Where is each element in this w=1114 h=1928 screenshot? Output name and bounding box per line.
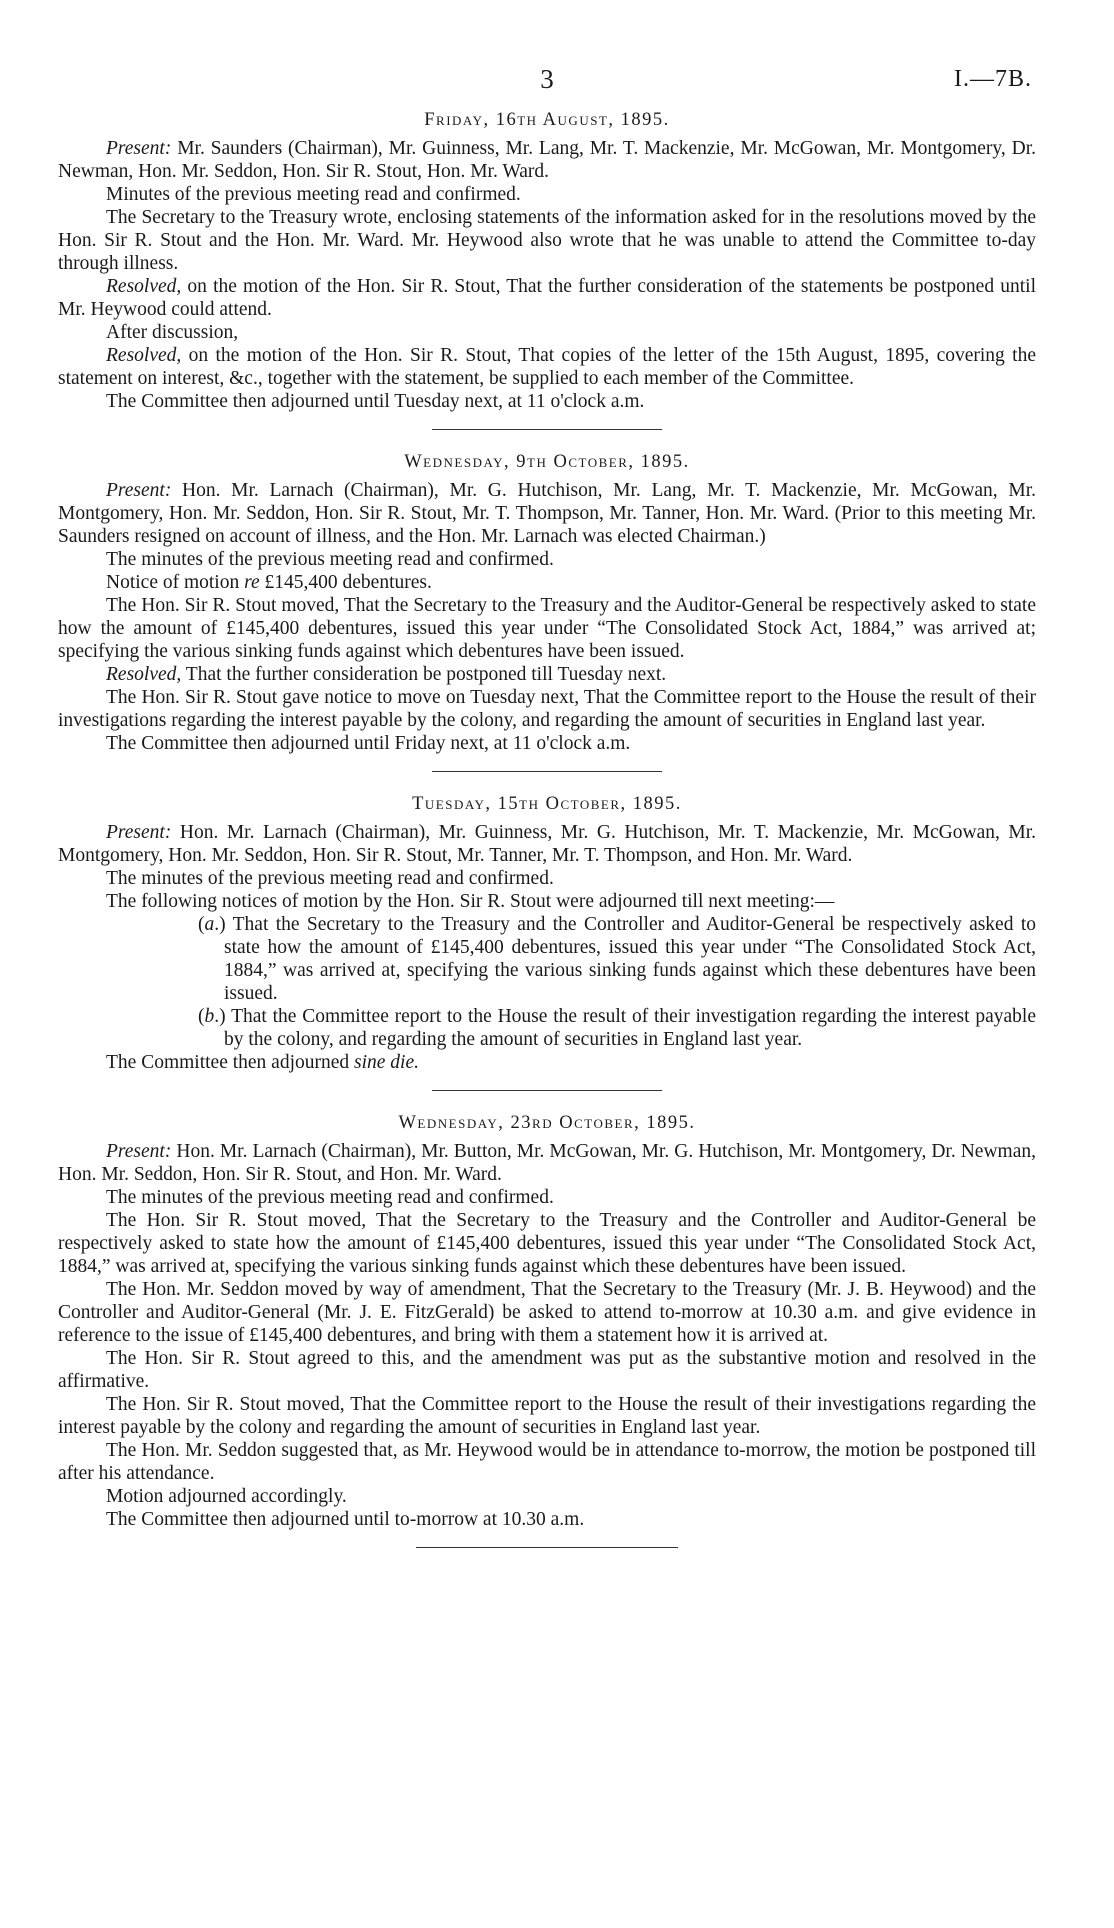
item-marker-letter: b — [204, 1006, 215, 1027]
adjourned-paragraph: The Committee then adjourned until Tuesday next, at 11 o'clock a.m. — [106, 391, 645, 412]
paragraph: After discussion, — [106, 322, 239, 343]
meeting-section-1 — [58, 110, 1036, 413]
paragraph: The Hon. Mr. Seddon moved by way of amendment, That the Secretary to the Treasury (Mr. J. B. Heywood) and the Controller and Auditor-General (Mr. J. E. FitzGerald) be asked to attend to-morrow at 10.30 a.m. and give evidence in reference to the issue of £145,400 debentures, and bring with them a statement how it is arrived at. — [58, 1279, 1036, 1346]
resolved-label: Resolved, — [106, 276, 182, 297]
resolved-text: on the motion of the Hon. Sir R. Stout, That copies of the letter of the 15th August, 1895, covering the statement on interest, &c., together with the statement, be supplied to each member of the Committee. — [58, 345, 1036, 389]
paragraph: The Hon. Sir R. Stout gave notice to move on Tuesday next, That the Committee report to the House the result of their investigations regarding the interest payable by the colony, and regarding the amount of securities in England last year. — [58, 687, 1036, 731]
item-text: That the Committee report to the House the result of their investigation regarding the interest payable by the colony, and regarding the amount of securities in England last year. — [224, 1006, 1036, 1050]
paragraph: The Secretary to the Treasury wrote, enclosing statements of the information asked for in the resolutions moved by the Hon. Sir R. Stout and the Hon. Mr. Ward. Mr. Heywood also wrote that he was unable to attend the Committee to-day through illness. — [58, 207, 1036, 274]
item-marker-close: .) — [214, 914, 226, 935]
paragraph: The Hon. Sir R. Stout moved, That the Secretary to the Treasury and the Auditor-General be respectively asked to state how the amount of £145,400 debentures, issued this year under “The Consolidated Stock Act, 1884,” was arrived at; specifying the various sinking funds against which debentures have been issued. — [58, 595, 1036, 662]
meeting-heading: Wednesday, 9th October, 1895. — [404, 452, 690, 472]
meeting-heading: Tuesday, 15th October, 1895. — [412, 794, 682, 814]
section-divider — [432, 1090, 662, 1091]
notice-suffix: £145,400 debentures. — [259, 572, 432, 593]
paragraph: Minutes of the previous meeting read and confirmed. — [106, 184, 521, 205]
meeting-section-3 — [58, 794, 1036, 1074]
item-text: That the Secretary to the Treasury and the Controller and Auditor-General be respectively asked to state how the amount of £145,400 debentures, issued this year under “The Consolidated Stock Act, 1884,” was arrived at, specifying the various sinking funds against which these debentures have been issued. — [224, 914, 1036, 1004]
resolved-paragraph — [58, 275, 1036, 321]
resolved-text: on the motion of the Hon. Sir R. Stout, That the further consideration of the statements be postponed until Mr. Heywood could attend. — [58, 276, 1036, 320]
present-paragraph — [58, 137, 1036, 183]
paragraph: The minutes of the previous meeting read and confirmed. — [106, 549, 554, 570]
present-text: Mr. Saunders (Chairman), Mr. Guinness, Mr. Lang, Mr. T. Mackenzie, Mr. McGowan, Mr. Montgomery, Dr. Newman, Hon. Mr. Seddon, Hon. Sir R. Stout, Hon. Mr. Ward. — [58, 138, 1036, 182]
resolved-text: That the further consideration be postponed till Tuesday next. — [181, 664, 667, 685]
item-marker-letter: a — [204, 914, 215, 935]
adjourned-paragraph — [58, 1051, 1036, 1074]
meeting-heading: Wednesday, 23rd October, 1895. — [398, 1113, 696, 1133]
present-label: Present: — [106, 480, 172, 501]
paragraph: The following notices of motion by the Hon. Sir R. Stout were adjourned till next meeting:— — [106, 891, 835, 912]
present-text: Hon. Mr. Larnach (Chairman), Mr. Button, Mr. McGowan, Mr. G. Hutchison, Mr. Montgomery, Dr. Newman, Hon. Mr. Seddon, Hon. Sir R. Stout, and Hon. Mr. Ward. — [58, 1141, 1036, 1185]
item-marker-open: ( — [198, 1006, 205, 1027]
paragraph: The minutes of the previous meeting read and confirmed. — [106, 868, 554, 889]
section-divider — [432, 429, 662, 430]
list-item — [58, 913, 1036, 1005]
adjourned-paragraph: The Committee then adjourned until to-morrow at 10.30 a.m. — [106, 1509, 585, 1530]
page-number: 3 — [540, 64, 554, 94]
adjourned-italic: sine die. — [354, 1052, 419, 1073]
resolved-label: Resolved, — [106, 345, 182, 366]
paragraph: The Hon. Mr. Seddon suggested that, as Mr. Heywood would be in attendance to-morrow, the motion be postponed till after his attendance. — [58, 1440, 1036, 1484]
adjourned-prefix: The Committee then adjourned — [106, 1052, 355, 1073]
meeting-section-4 — [58, 1113, 1036, 1531]
adjourned-paragraph: The Committee then adjourned until Friday next, at 11 o'clock a.m. — [106, 733, 631, 754]
notice-prefix: Notice of motion — [106, 572, 245, 593]
resolved-paragraph — [58, 663, 1036, 686]
present-text: Hon. Mr. Larnach (Chairman), Mr. Guinness, Mr. G. Hutchison, Mr. T. Mackenzie, Mr. McGowan, Mr. Montgomery, Hon. Mr. Seddon, Hon. Sir R. Stout, Mr. Tanner, Mr. T. Thompson, and Hon. Mr. Ward. — [58, 822, 1036, 866]
document-reference: I.—7B. — [954, 66, 1032, 92]
section-divider — [432, 771, 662, 772]
paragraph: The minutes of the previous meeting read and confirmed. — [106, 1187, 554, 1208]
present-paragraph — [58, 1140, 1036, 1186]
present-paragraph — [58, 821, 1036, 867]
present-paragraph — [58, 479, 1036, 548]
present-label: Present: — [106, 138, 172, 159]
paragraph: Motion adjourned accordingly. — [106, 1486, 347, 1507]
resolved-paragraph — [58, 344, 1036, 390]
item-marker-open: ( — [198, 914, 205, 935]
item-marker-close: .) — [214, 1006, 226, 1027]
paragraph: The Hon. Sir R. Stout moved, That the Secretary to the Treasury and the Controller and Auditor-General be respectively asked to state how the amount of £145,400 debentures, issued this year under “The Consolidated Stock Act, 1884,” was arrived at, specifying the various sinking funds against which these debentures have been issued. — [58, 1210, 1036, 1277]
notice-re: re — [244, 572, 260, 593]
list-item — [58, 1005, 1036, 1051]
meeting-heading: Friday, 16th August, 1895. — [424, 110, 670, 130]
page-header — [58, 58, 1036, 102]
meeting-section-2 — [58, 452, 1036, 755]
notice-paragraph — [58, 571, 1036, 594]
section-divider — [416, 1547, 678, 1548]
paragraph: The Hon. Sir R. Stout moved, That the Committee report to the House the result of their investigations regarding the interest payable by the colony and regarding the amount of securities in England last year. — [58, 1394, 1036, 1438]
paragraph: The Hon. Sir R. Stout agreed to this, and the amendment was put as the substantive motion and resolved in the affirmative. — [58, 1348, 1036, 1392]
resolved-label: Resolved, — [106, 664, 182, 685]
present-label: Present: — [106, 1141, 172, 1162]
present-text: Hon. Mr. Larnach (Chairman), Mr. G. Hutchison, Mr. Lang, Mr. T. Mackenzie, Mr. McGowan, Mr. Montgomery, Hon. Mr. Seddon, Hon. Sir R. Stout, Mr. T. Thompson, Mr. Tanner, Hon. Mr. Ward. (Prior to this meeting Mr. Saunders resigned on account of illness, and the Hon. Mr. Larnach was elected Chairman.) — [58, 480, 1036, 547]
present-label: Present: — [106, 822, 172, 843]
